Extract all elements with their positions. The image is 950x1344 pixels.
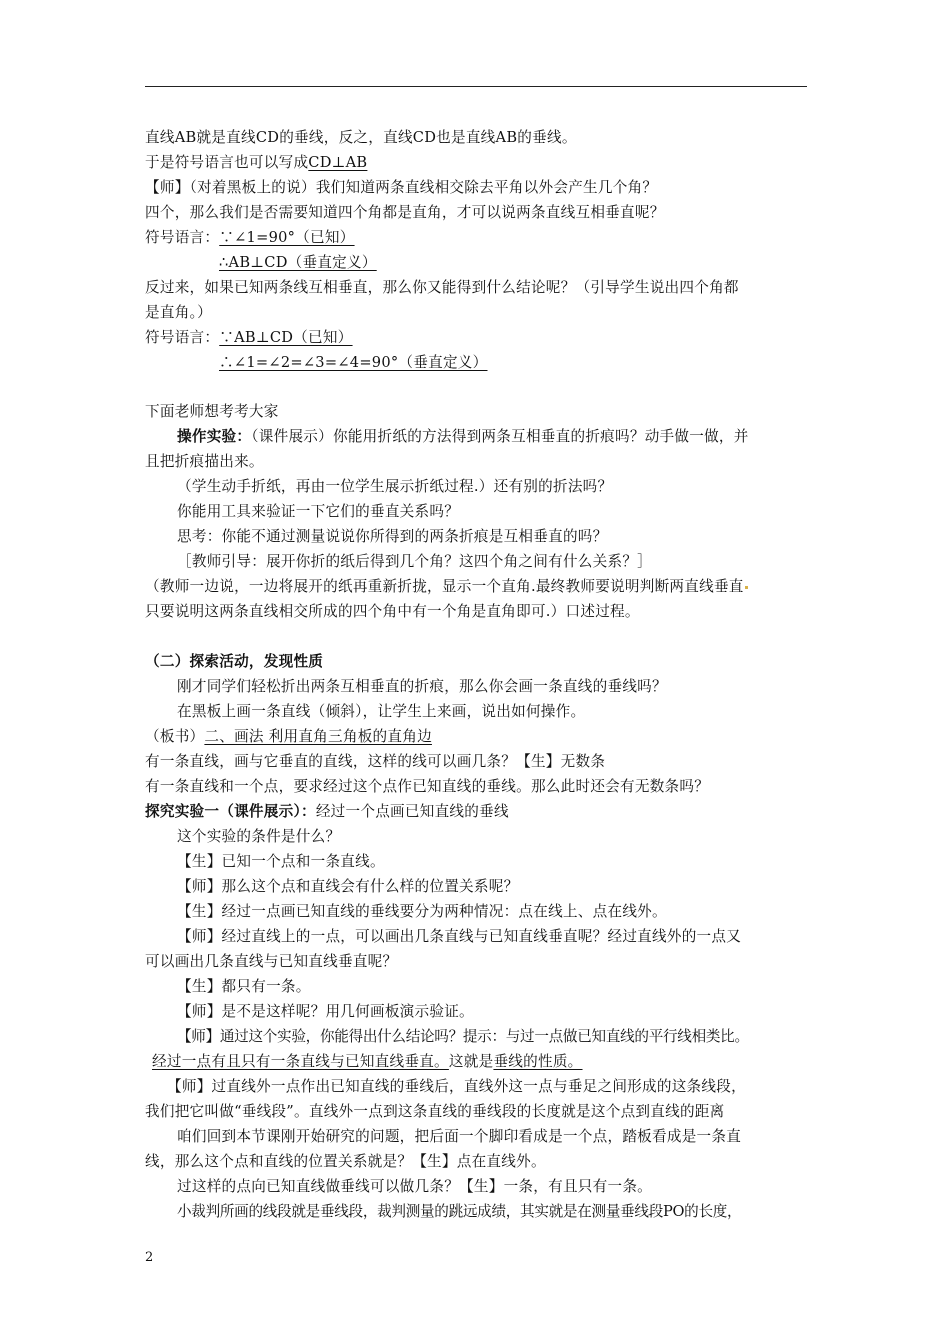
- text-line: ∴AB⊥CD（垂直定义）: [219, 254, 377, 271]
- text-line: 这个实验的条件是什么？: [177, 828, 341, 845]
- text-line: 【师】是不是这样呢？用几何画板演示验证。: [177, 1003, 474, 1020]
- text-line: 于是符号语言也可以写成CD⊥AB: [145, 154, 368, 171]
- text-line: 直线AB就是直线CD的垂线，反之，直线CD也是直线AB的垂线。: [145, 129, 577, 146]
- text-line: 四个，那么我们是否需要知道四个角都是直角，才可以说两条直线互相垂直呢？: [145, 204, 665, 221]
- text-line: 探究实验一（课件展示）：经过一个点画已知直线的垂线: [145, 803, 509, 820]
- page-number: 2: [145, 1250, 154, 1265]
- text-line: 【师】经过直线上的一点，可以画出几条直线与已知直线垂直呢？经过直线外的一点又: [177, 928, 742, 945]
- text-line: 【生】都只有一条。: [177, 978, 311, 995]
- text-line: 操作实验：（课件展示）你能用折纸的方法得到两条互相垂直的折痕吗？动手做一做，并: [177, 428, 749, 445]
- text-line: 刚才同学们轻松折出两条互相垂直的折痕，那么你会画一条直线的垂线吗？: [177, 678, 667, 695]
- text-line: 反过来，如果已知两条线互相垂直，那么你又能得到什么结论呢？（引导学生说出四个角都: [145, 279, 739, 296]
- text-line: 符号语言：∵∠1=90°（已知）: [145, 229, 355, 246]
- text-line: 思考：你能不通过测量说说你所得到的两条折痕是互相垂直的吗？: [177, 528, 608, 545]
- text-line: ［教师引导：展开你折的纸后得到几个角？这四个角之间有什么关系？］: [177, 553, 653, 570]
- text-line: 【师】（对着黑板上的说）我们知道两条直线相交除去平角以外会产生几个角？: [145, 179, 658, 196]
- text-line: 【师】那么这个点和直线会有什么样的位置关系呢？: [177, 878, 519, 895]
- text-line: 【生】经过一点画已知直线的垂线要分为两种情况：点在线上、点在线外。: [177, 903, 667, 920]
- text-line: 可以画出几条直线与已知直线垂直呢？: [145, 953, 398, 970]
- section-heading: （二）探索活动，发现性质: [145, 653, 324, 670]
- text-line: 【生】已知一个点和一条直线。: [177, 853, 385, 870]
- text-line: 【师】过直线外一点作出已知直线的垂线后，直线外这一点与垂足之间形成的这条线段，: [167, 1078, 746, 1095]
- text-line: 符号语言：∵AB⊥CD（已知）: [145, 329, 353, 346]
- text-line: 【师】通过这个实验，你能得出什么结论吗？提示：与过一点做已知直线的平行线相类比。: [177, 1028, 749, 1045]
- text-line: 经过一点有且只有一条直线与已知直线垂直。这就是垂线的性质。: [152, 1053, 583, 1070]
- text-line: 只要说明这两条直线相交所成的四个角中有一个角是直角即可.）口述过程。: [145, 603, 640, 620]
- header-rule: [145, 86, 807, 87]
- text-line: （学生动手折纸，再由一位学生展示折纸过程.）还有别的折法吗？: [177, 478, 613, 495]
- text-line: 过这样的点向已知直线做垂线可以做几条？【生】一条，有且只有一条。: [177, 1178, 653, 1195]
- text-line: 线，那么这个点和直线的位置关系就是？【生】点在直线外。: [145, 1153, 546, 1170]
- text-line: （教师一边说，一边将展开的纸再重新折拢，显示一个直角.最终教师要说明判断两直线垂直: [145, 577, 748, 596]
- text-line: 我们把它叫做“垂线段”。直线外一点到这条直线的垂线段的长度就是这个点到直线的距离: [145, 1103, 725, 1120]
- text-line: 你能用工具来验证一下它们的垂直关系吗？: [177, 503, 460, 520]
- text-line: 有一条直线和一个点，要求经过这个点作已知直线的垂线。那么此时还会有无数条吗？: [145, 778, 710, 795]
- text-line: 有一条直线，画与它垂直的直线，这样的线可以画几条？【生】无数条: [145, 753, 606, 770]
- text-line: ∴∠1=∠2=∠3=∠4=90°（垂直定义）: [219, 354, 488, 371]
- text-line: 是直角。）: [145, 304, 212, 321]
- text-line: 在黑板上画一条直线（倾斜），让学生上来画，说出如何操作。: [177, 703, 586, 720]
- text-line: 下面老师想考考大家: [145, 403, 279, 420]
- text-line: 咱们回到本节课刚开始研究的问题，把后面一个脚印看成是一个点，踏板看成是一条直: [177, 1128, 742, 1145]
- text-line: （板书）二、画法 利用直角三角板的直角边: [145, 728, 432, 745]
- text-line: 小裁判所画的线段就是垂线段，裁判测量的跳远成绩，其实就是在测量垂线段PO的长度，: [177, 1203, 742, 1220]
- text-line: 且把折痕描出来。: [145, 453, 264, 470]
